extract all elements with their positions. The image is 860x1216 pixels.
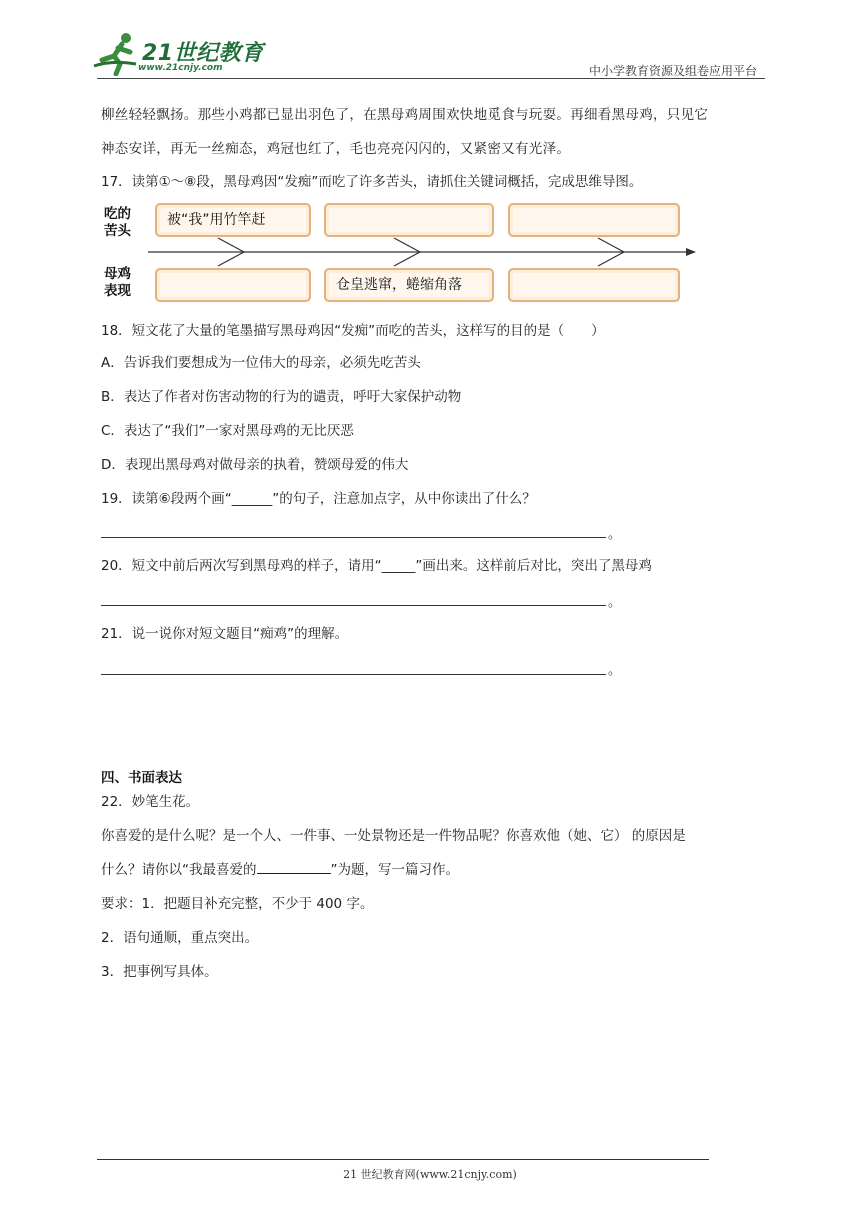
option-a[interactable]: A．告诉我们要想成为一位伟大的母亲，必须先吃苦头 [101, 355, 421, 371]
question-18: 18．短文花了大量的笔墨描写黑母鸡因“发痴”而吃的苦头，这样写的目的是（ ） [101, 323, 605, 339]
question-21: 21．说一说你对短文题目“痴鸡”的理解。 [101, 626, 349, 642]
mindmap-answer-box[interactable] [324, 203, 494, 237]
mindmap-answer-box[interactable] [155, 268, 311, 302]
prompt-paragraph: 你喜爱的是什么呢？是一个人、一件事、一处景物还是一件物品呢？你喜欢他（她、它） 的原因是 [101, 828, 686, 844]
answer-line[interactable] [101, 537, 606, 538]
logo-url: www.21cnjy.com [138, 63, 223, 73]
option-b[interactable]: B．表达了作者对伤害动物的行为的谴责，呼吁大家保护动物 [101, 389, 462, 405]
question-20: 20．短文中前后两次写到黑母鸡的样子，请用“_____”画出来。这样前后对比，突出了黑母鸡 [101, 558, 652, 574]
mindmap-label-text: 吃的 [104, 206, 131, 222]
answer-line[interactable] [101, 674, 606, 675]
answer-period: 。 [608, 527, 622, 542]
prompt-paragraph [101, 860, 459, 880]
footer-text: 21 世纪教育网(www.21cnjy.com) [343, 1168, 517, 1181]
answer-period: 。 [608, 663, 622, 678]
section-title: 四、书面表达 [101, 770, 182, 786]
runner-logo-icon [92, 30, 142, 76]
header-platform-text: 中小学教育资源及组卷应用平台 [588, 64, 757, 78]
passage-line: 神态安详，再无一丝痴态，鸡冠也红了，毛也亮亮闪闪的，又紧密又有光泽。 [101, 141, 571, 157]
title-blank[interactable] [257, 861, 331, 874]
answer-line[interactable] [101, 605, 606, 606]
question-19: 19．读第⑥段两个画“______”的句子，注意加点字，从中你读出了什么？ [101, 491, 536, 507]
mindmap-answer-box[interactable] [508, 203, 680, 237]
mindmap-answer-box[interactable] [508, 268, 680, 302]
question-17: 17．读第①～⑧段，黑母鸡因“发痴”而吃了许多苦头，请抓住关键词概括，完成思维导图。 [101, 174, 643, 190]
question-22: 22．妙笔生花。 [101, 794, 200, 810]
mindmap-label-text: 母鸡 [104, 266, 131, 282]
mind-map [98, 196, 702, 309]
option-c[interactable]: C．表达了“我们”一家对黑母鸡的无比厌恶 [101, 423, 354, 439]
requirement-3: 3．把事例写具体。 [101, 964, 218, 980]
requirement-2: 2．语句通顺，重点突出。 [101, 930, 259, 946]
mindmap-label-text: 表现 [104, 283, 131, 299]
mindmap-answer-box[interactable]: 被“我”用竹竿赶 [155, 203, 311, 237]
passage-line: 柳丝轻轻飘扬。那些小鸡都已显出羽色了，在黑母鸡周围欢快地觅食与玩耍。再细看黑母鸡，只见它 [101, 107, 709, 123]
requirement-1: 要求：1．把题目补充完整，不少于 400 字。 [101, 896, 374, 912]
mindmap-answer-box[interactable]: 仓皇逃窜，蜷缩角落 [324, 268, 494, 302]
prompt-text: 什么？请你以“我最喜爱的 [101, 862, 257, 878]
option-d[interactable]: D．表现出黑母鸡对做母亲的执着，赞颂母爱的伟大 [101, 457, 409, 473]
footer-divider [97, 1159, 709, 1160]
header-divider [97, 78, 765, 79]
prompt-text: ”为题，写一篇习作。 [330, 862, 459, 878]
logo-text: 21世纪教育 [142, 41, 264, 66]
mindmap-label-text: 苦头 [104, 223, 131, 239]
answer-period: 。 [608, 595, 622, 610]
